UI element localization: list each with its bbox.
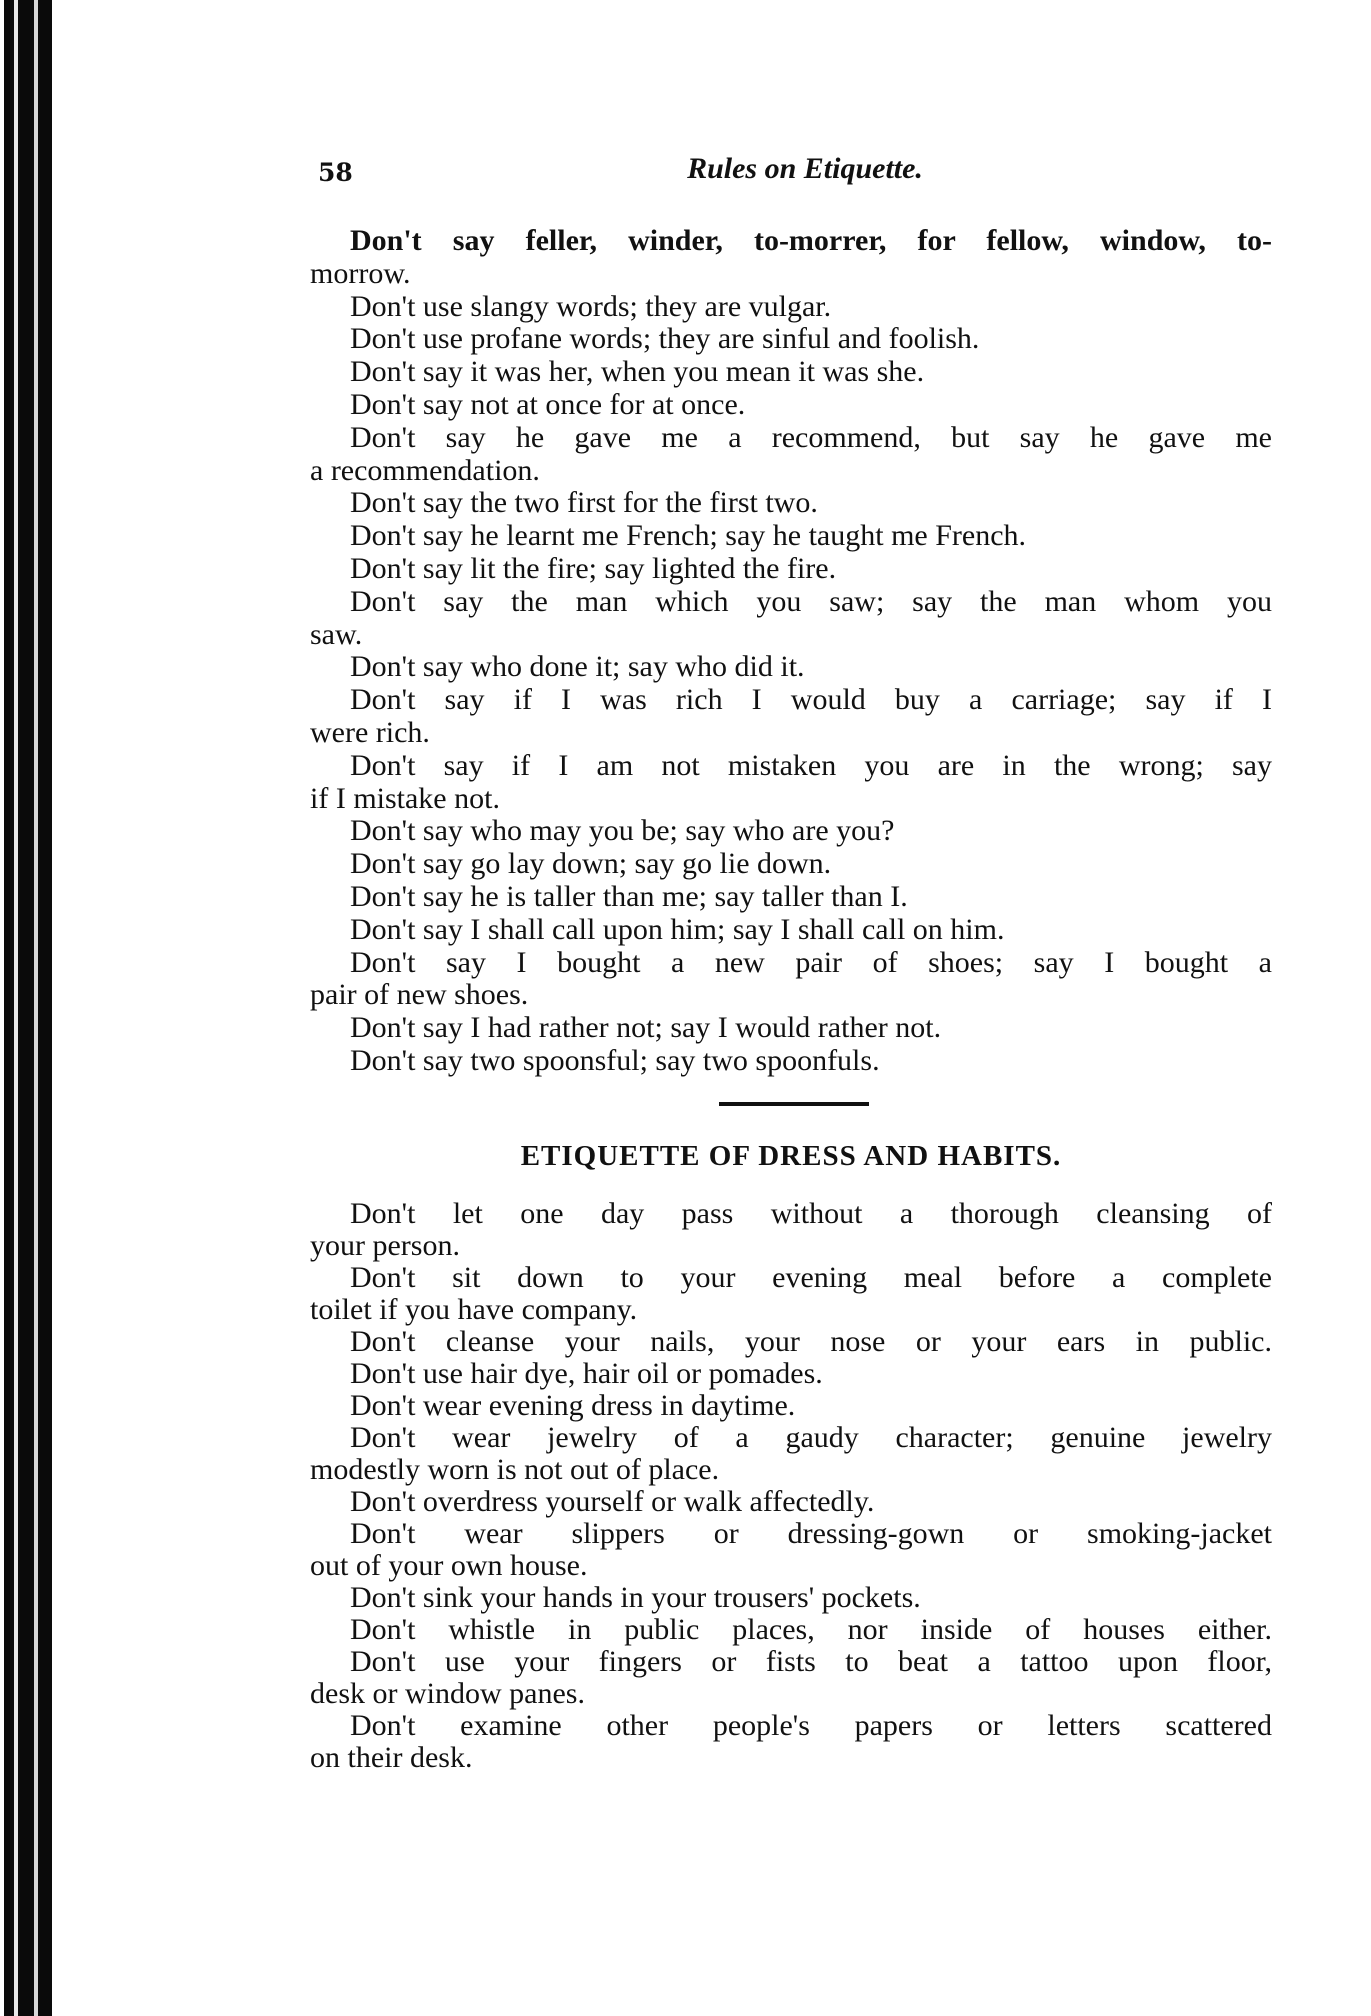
- text-line: Don't use slangy words; they are vulgar.: [350, 290, 832, 323]
- text-line: Don't say who done it; say who did it.: [350, 650, 805, 683]
- text-line: Don't use your fingers or fists to beat a tattoo upon floor,: [350, 1645, 1272, 1678]
- text-line: Don't say it was her, when you mean it was she.: [350, 355, 925, 388]
- text-line: Don't say go lay down; say go lie down.: [350, 847, 832, 880]
- text-line: Don't say he is taller than me; say taller than I.: [350, 880, 908, 913]
- text-line: Don't examine other people's papers or letters scattered: [350, 1709, 1272, 1742]
- text-line: Don't say who may you be; say who are you?: [350, 814, 895, 847]
- text-line: Don't say two spoonsful; say two spoonfuls.: [350, 1044, 880, 1077]
- text-line: Don't use profane words; they are sinful and foolish.: [350, 322, 980, 355]
- text-line: Don't say lit the fire; say lighted the fire.: [350, 552, 837, 585]
- text-line: Don't say the two first for the first two.: [350, 486, 818, 519]
- text-line: Don't say I shall call upon him; say I shall call on him.: [350, 913, 1005, 946]
- text-line: Don't cleanse your nails, your nose or your ears in public.: [350, 1325, 1272, 1358]
- text-line: Don't use hair dye, hair oil or pomades.: [350, 1357, 823, 1390]
- text-line: desk or window panes.: [310, 1677, 585, 1710]
- text-line: Don't say if I am not mistaken you are in the wrong; say: [350, 749, 1272, 782]
- text-line: Don't say the man which you saw; say the man whom you: [350, 585, 1272, 618]
- text-line: Don't whistle in public places, nor inside of houses either.: [350, 1613, 1272, 1646]
- text-line: Don't wear slippers or dressing-gown or smoking-jacket: [350, 1517, 1272, 1550]
- text-line: out of your own house.: [310, 1549, 588, 1582]
- text-line: Don't wear jewelry of a gaudy character; genuine jewelry: [350, 1421, 1272, 1454]
- text-line: Don't wear evening dress in daytime.: [350, 1389, 796, 1422]
- section-divider: [719, 1102, 869, 1106]
- text-line: pair of new shoes.: [310, 978, 529, 1011]
- text-line: Don't sit down to your evening meal before a complete: [350, 1261, 1272, 1294]
- text-line: if I mistake not.: [310, 782, 500, 815]
- text-line: Don't sink your hands in your trousers' pockets.: [350, 1581, 921, 1614]
- text-line: Don't say I bought a new pair of shoes; say I bought a: [350, 946, 1272, 979]
- text-line: Don't say feller, winder, to-morrer, for fellow, window, to-: [350, 224, 1272, 257]
- text-line: Don't say he learnt me French; say he taught me French.: [350, 519, 1027, 552]
- text-line: saw.: [310, 618, 363, 651]
- text-line: Don't say I had rather not; say I would rather not.: [350, 1011, 942, 1044]
- text-line: were rich.: [310, 716, 430, 749]
- text-line: Don't say not at once for at once.: [350, 388, 746, 421]
- text-line: Don't say if I was rich I would buy a carriage; say if I: [350, 683, 1272, 716]
- text-line: toilet if you have company.: [310, 1293, 638, 1326]
- text-line: Don't say he gave me a recommend, but say he gave me: [350, 421, 1272, 454]
- text-line: modestly worn is not out of place.: [310, 1453, 720, 1486]
- section-heading: ETIQUETTE OF DRESS AND HABITS.: [520, 1140, 1062, 1172]
- page-number: 58: [318, 158, 353, 187]
- text-line: morrow.: [310, 257, 411, 290]
- text-line: a recommendation.: [310, 454, 540, 487]
- running-head: Rules on Etiquette.: [687, 152, 923, 185]
- text-line: Don't let one day pass without a thorough cleansing of: [350, 1197, 1272, 1230]
- text-line: Don't overdress yourself or walk affectedly.: [350, 1485, 875, 1518]
- book-binding-edge: [0, 0, 60, 2016]
- text-line: your person.: [310, 1229, 460, 1262]
- text-line: on their desk.: [310, 1741, 473, 1774]
